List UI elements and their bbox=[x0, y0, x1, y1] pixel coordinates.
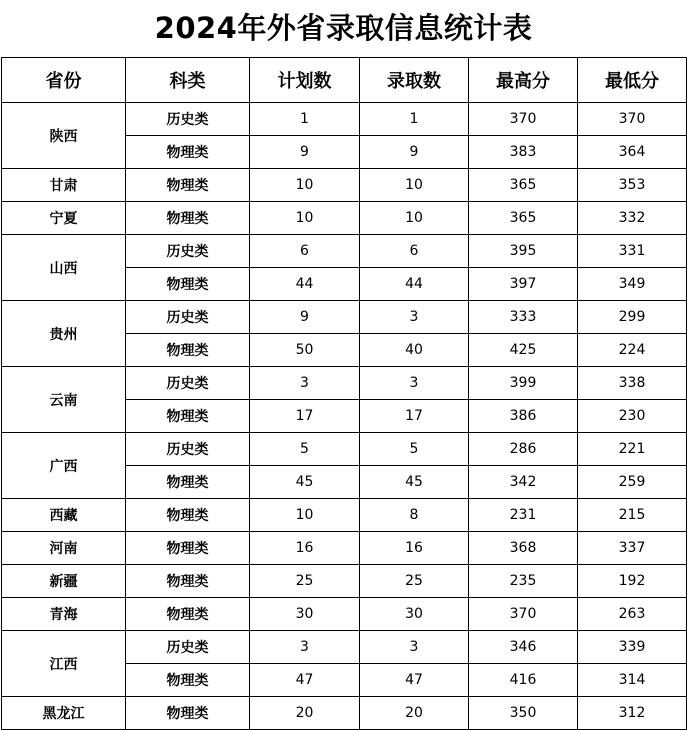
province-cell: 青海 bbox=[2, 598, 126, 631]
header-max-score: 最高分 bbox=[469, 58, 578, 103]
max-score-cell: 370 bbox=[469, 103, 578, 136]
plan-count-cell: 10 bbox=[250, 499, 360, 532]
admitted-count-cell: 8 bbox=[360, 499, 469, 532]
province-cell: 宁夏 bbox=[2, 202, 126, 235]
subject-cell: 物理类 bbox=[126, 466, 250, 499]
max-score-cell: 346 bbox=[469, 631, 578, 664]
max-score-cell: 231 bbox=[469, 499, 578, 532]
table-header bbox=[2, 58, 687, 103]
plan-count-cell: 5 bbox=[250, 433, 360, 466]
table-row bbox=[2, 235, 687, 268]
plan-count-cell: 3 bbox=[250, 631, 360, 664]
admitted-count-cell: 6 bbox=[360, 235, 469, 268]
max-score-cell: 399 bbox=[469, 367, 578, 400]
subject-cell: 物理类 bbox=[126, 532, 250, 565]
header-plan: 计划数 bbox=[250, 58, 360, 103]
subject-cell: 历史类 bbox=[126, 367, 250, 400]
max-score-cell: 425 bbox=[469, 334, 578, 367]
max-score-cell: 397 bbox=[469, 268, 578, 301]
subject-cell: 物理类 bbox=[126, 697, 250, 730]
admitted-count-cell: 44 bbox=[360, 268, 469, 301]
max-score-cell: 235 bbox=[469, 565, 578, 598]
min-score-cell: 349 bbox=[578, 268, 687, 301]
province-cell: 广西 bbox=[2, 433, 126, 499]
admitted-count-cell: 5 bbox=[360, 433, 469, 466]
table-row bbox=[2, 202, 687, 235]
subject-cell: 历史类 bbox=[126, 235, 250, 268]
subject-cell: 历史类 bbox=[126, 631, 250, 664]
plan-count-cell: 9 bbox=[250, 301, 360, 334]
min-score-cell: 221 bbox=[578, 433, 687, 466]
min-score-cell: 332 bbox=[578, 202, 687, 235]
max-score-cell: 333 bbox=[469, 301, 578, 334]
table-row bbox=[2, 532, 687, 565]
province-cell: 云南 bbox=[2, 367, 126, 433]
admitted-count-cell: 3 bbox=[360, 301, 469, 334]
admitted-count-cell: 17 bbox=[360, 400, 469, 433]
plan-count-cell: 10 bbox=[250, 202, 360, 235]
plan-count-cell: 10 bbox=[250, 169, 360, 202]
min-score-cell: 215 bbox=[578, 499, 687, 532]
province-cell: 西藏 bbox=[2, 499, 126, 532]
admitted-count-cell: 3 bbox=[360, 631, 469, 664]
max-score-cell: 368 bbox=[469, 532, 578, 565]
admitted-count-cell: 10 bbox=[360, 202, 469, 235]
table-row bbox=[2, 169, 687, 202]
page-title: 2024年外省录取信息统计表 bbox=[154, 11, 533, 45]
min-score-cell: 314 bbox=[578, 664, 687, 697]
table-row bbox=[2, 103, 687, 136]
max-score-cell: 342 bbox=[469, 466, 578, 499]
min-score-cell: 338 bbox=[578, 367, 687, 400]
province-cell: 贵州 bbox=[2, 301, 126, 367]
max-score-cell: 416 bbox=[469, 664, 578, 697]
province-cell: 河南 bbox=[2, 532, 126, 565]
header-subject: 科类 bbox=[126, 58, 250, 103]
province-cell: 新疆 bbox=[2, 565, 126, 598]
table-row bbox=[2, 499, 687, 532]
max-score-cell: 350 bbox=[469, 697, 578, 730]
subject-cell: 历史类 bbox=[126, 301, 250, 334]
min-score-cell: 263 bbox=[578, 598, 687, 631]
plan-count-cell: 17 bbox=[250, 400, 360, 433]
subject-cell: 物理类 bbox=[126, 565, 250, 598]
plan-count-cell: 50 bbox=[250, 334, 360, 367]
subject-cell: 物理类 bbox=[126, 598, 250, 631]
subject-cell: 物理类 bbox=[126, 202, 250, 235]
min-score-cell: 299 bbox=[578, 301, 687, 334]
max-score-cell: 365 bbox=[469, 202, 578, 235]
plan-count-cell: 20 bbox=[250, 697, 360, 730]
plan-count-cell: 45 bbox=[250, 466, 360, 499]
admitted-count-cell: 10 bbox=[360, 169, 469, 202]
subject-cell: 物理类 bbox=[126, 499, 250, 532]
min-score-cell: 339 bbox=[578, 631, 687, 664]
table-body bbox=[2, 103, 687, 730]
max-score-cell: 383 bbox=[469, 136, 578, 169]
header-province: 省份 bbox=[2, 58, 126, 103]
max-score-cell: 386 bbox=[469, 400, 578, 433]
plan-count-cell: 9 bbox=[250, 136, 360, 169]
header-row bbox=[2, 58, 687, 103]
min-score-cell: 230 bbox=[578, 400, 687, 433]
plan-count-cell: 3 bbox=[250, 367, 360, 400]
admission-table bbox=[1, 57, 687, 730]
max-score-cell: 286 bbox=[469, 433, 578, 466]
max-score-cell: 370 bbox=[469, 598, 578, 631]
admitted-count-cell: 20 bbox=[360, 697, 469, 730]
header-admitted: 录取数 bbox=[360, 58, 469, 103]
min-score-cell: 337 bbox=[578, 532, 687, 565]
admitted-count-cell: 25 bbox=[360, 565, 469, 598]
table-row bbox=[2, 565, 687, 598]
table-row bbox=[2, 367, 687, 400]
admitted-count-cell: 30 bbox=[360, 598, 469, 631]
admitted-count-cell: 16 bbox=[360, 532, 469, 565]
plan-count-cell: 1 bbox=[250, 103, 360, 136]
min-score-cell: 353 bbox=[578, 169, 687, 202]
province-cell: 陕西 bbox=[2, 103, 126, 169]
max-score-cell: 365 bbox=[469, 169, 578, 202]
min-score-cell: 224 bbox=[578, 334, 687, 367]
subject-cell: 历史类 bbox=[126, 433, 250, 466]
admitted-count-cell: 47 bbox=[360, 664, 469, 697]
subject-cell: 物理类 bbox=[126, 334, 250, 367]
subject-cell: 历史类 bbox=[126, 103, 250, 136]
header-min-score: 最低分 bbox=[578, 58, 687, 103]
subject-cell: 物理类 bbox=[126, 664, 250, 697]
admitted-count-cell: 1 bbox=[360, 103, 469, 136]
subject-cell: 物理类 bbox=[126, 268, 250, 301]
min-score-cell: 192 bbox=[578, 565, 687, 598]
table-row bbox=[2, 433, 687, 466]
admitted-count-cell: 45 bbox=[360, 466, 469, 499]
plan-count-cell: 6 bbox=[250, 235, 360, 268]
table-row bbox=[2, 301, 687, 334]
province-cell: 黑龙江 bbox=[2, 697, 126, 730]
min-score-cell: 312 bbox=[578, 697, 687, 730]
plan-count-cell: 44 bbox=[250, 268, 360, 301]
min-score-cell: 370 bbox=[578, 103, 687, 136]
plan-count-cell: 30 bbox=[250, 598, 360, 631]
min-score-cell: 364 bbox=[578, 136, 687, 169]
table-row bbox=[2, 598, 687, 631]
plan-count-cell: 47 bbox=[250, 664, 360, 697]
subject-cell: 物理类 bbox=[126, 169, 250, 202]
min-score-cell: 331 bbox=[578, 235, 687, 268]
admitted-count-cell: 40 bbox=[360, 334, 469, 367]
subject-cell: 物理类 bbox=[126, 136, 250, 169]
province-cell: 江西 bbox=[2, 631, 126, 697]
max-score-cell: 395 bbox=[469, 235, 578, 268]
plan-count-cell: 16 bbox=[250, 532, 360, 565]
table-row bbox=[2, 631, 687, 664]
admitted-count-cell: 3 bbox=[360, 367, 469, 400]
plan-count-cell: 25 bbox=[250, 565, 360, 598]
subject-cell: 物理类 bbox=[126, 400, 250, 433]
province-cell: 山西 bbox=[2, 235, 126, 301]
admitted-count-cell: 9 bbox=[360, 136, 469, 169]
province-cell: 甘肃 bbox=[2, 169, 126, 202]
table-row bbox=[2, 697, 687, 730]
min-score-cell: 259 bbox=[578, 466, 687, 499]
